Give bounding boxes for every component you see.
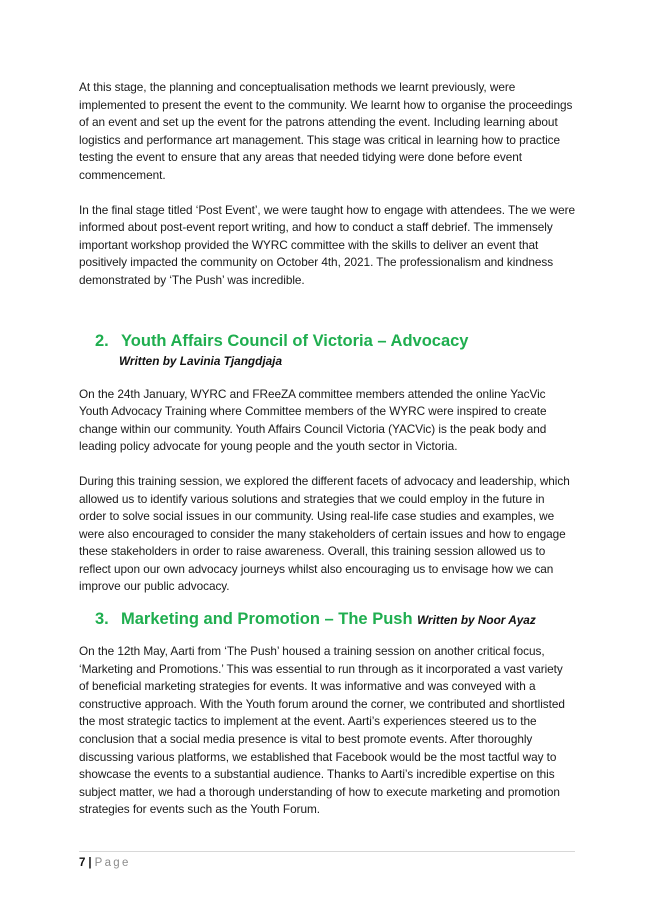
page-footer (79, 851, 575, 869)
section-2-paragraph: On the 24th January, WYRC and FReeZA committee members attended the online YacVic Youth Advocacy Training where Committee members of the WYRC were inspired to create change within our community. Youth Affairs Council Victoria (YACVic) is the peak body and leading policy advocate for young people and the youth sector in Victoria. (79, 386, 547, 454)
section-2-heading (79, 330, 575, 370)
page-label: Page (94, 857, 131, 869)
page-number: 7 (79, 857, 86, 869)
section-3-heading (79, 608, 575, 631)
section-2-byline: Written by Lavinia Tjangdjaja (119, 353, 283, 368)
section-2-paragraph: During this training session, we explored the different facets of advocacy and leadership, which allowed us to identify various solutions and strategies that we could employ in the future in order to solve social issues in our community. Using real-life case studies and examples, we were also encouraged to consider the many stakeholders of certain issues and how to engage these stakeholders in order to raise awareness. Overall, this training session allowed us to reflect upon our own advocacy journeys whilst also encouraging us to envisage how we can improve our public advocacy. (79, 473, 570, 594)
paragraph-post-event: In the final stage titled ‘Post Event’, we were taught how to engage with attendees. The we were informed about post-event report writing, and how to conduct a staff debrief. The immensely important workshop provided the WYRC committee with the skills to deliver an event that positively impacted the community on October 4th, 2021. The professionalism and kindness demonstrated by ‘The Push’ was incredible. (79, 202, 575, 287)
paragraph-event-stage: At this stage, the planning and conceptualisation methods we learnt previously, were implemented to present the event to the community. We learnt how to organise the proceedings of an event and set up the event for the patrons attending the event. Including learning about logistics and performance art management. This stage was critical in learning how to practice testing the event to ensure that any areas that needed tidying were done before event commencement. (79, 80, 573, 182)
section-3-paragraph: On the 12th May, Aarti from ‘The Push’ housed a training session on another critical focus, ‘Marketing and Promotions.’ This was essential to run through as it incorporated a vast variety of beneficial marketing strategies for events. It was informative and was conveyed with a constructive approach. With the Youth forum around the corner, we contributed and shortlisted the most strategic tactics to implement at the event. Aarti’s experiences steered us to the conclusion that a social media presence is vital to best promote events. After thoroughly discussing various platforms, we established that Facebook would be the most tactful way to showcase the events to a substantial audience. Thanks to Aarti’s incredible expertise on this subject matter, we had a thorough understanding of how to execute marketing and promotion strategies for events such as the Youth Forum. (79, 644, 565, 817)
section-2-title: Youth Affairs Council of Victoria – Advocacy (121, 331, 469, 350)
footer-separator: | (88, 857, 92, 869)
section-3-title: Marketing and Promotion – The Push (121, 610, 413, 629)
section-3-byline: Written by Noor Ayaz (417, 613, 536, 628)
section-3-number: 3. (95, 610, 109, 629)
section-2-number: 2. (95, 331, 109, 350)
page-body (79, 79, 575, 819)
